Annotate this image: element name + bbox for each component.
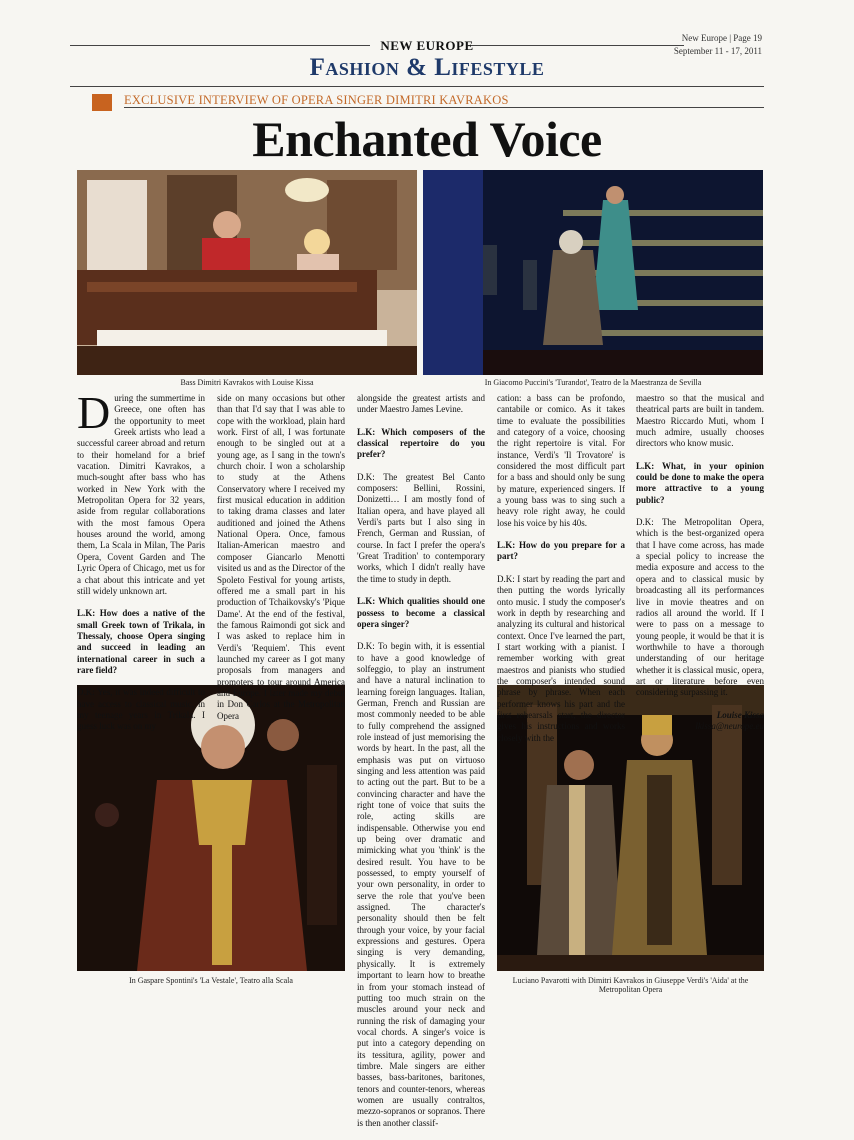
author-email[interactable]: lkissa@neurope.eu xyxy=(695,720,764,731)
answer-5: D.K: The Metropolitan Opera, which is the best-organized opera that I have come across, has made a special policy to increase the media exposure and access to the opera and to classical music by broadcasting all its performances live in movie theatres and on radios all around the world. If I were to pass on a message to young people, it would be that it is worthwhile to have a thorough understanding of our heritage whether it is classical music, opera, art or literature before even considering surpassing it. xyxy=(636,517,764,698)
article-column-2 xyxy=(217,393,345,733)
issue-date: September 11 - 17, 2011 xyxy=(673,46,762,56)
answer-3: D.K: To begin with, it is essential to have a good knowledge of solfeggio, to play an instrument and have a natural inclination to learning foreign languages. Italian, German, French and Russian are most commonly needed to be able to fully comprehend the assigned role instead of just memorising the words by heart. In the past, all the emphasis was put on virtuoso singing and less attention was paid to acting out the part. But to be a convincing character and have the right tone of voice that suits the role, acting skills are indispensable. Otherwise you end up being over dramatic and mimicking what you 'think' is the desired result. You have to be possessed, to empty yourself of your own personality, in order to serve the role that you've been assigned. The character's personality should then be felt through your voice, by your facial expressions and gestures. Opera singing is very demanding, physically. It is extremely important to learn how to breathe in from your stomach instead of putting too much strain on the muscles around your neck and running the risk of damaging your vocal chords. A singer's voice is put into a category depending on its tessitura, agility, power and timbre. Male singers are either basses, bass-baritones, baritones, tenors and counter-tenors, whereas women are usually contraltos, mezzo-sopranos or sopranos. There is then another classif- xyxy=(357,641,485,1128)
answer-3-cont: cation: a bass can be profondo, cantabile or comico. As it takes time to evaluate the possibilities and category of a voice, choosing the right repertoire is vital. For instance, Verdi's 'Il Trovatore' is considered the most difficult part for a bass and should only be sung by mature, experienced singers. If a young bass was to sing such a heavy role right away, he could lose his voice by his 40s. xyxy=(497,393,625,528)
section-rule xyxy=(70,86,764,87)
page-label: New Europe | Page 19 xyxy=(681,33,762,43)
article-column-1 xyxy=(77,387,205,744)
photo-turandot xyxy=(423,170,763,375)
question-3: L.K: Which qualities should one possess to become a classical opera singer? xyxy=(357,596,485,629)
article-column-3 xyxy=(357,393,485,1140)
caption-photo-piano: Bass Dimitri Kavrakos with Louise Kissa xyxy=(180,378,314,387)
question-1: L.K: How does a native of the small Greek town of Trikala, in Thessaly, choose Opera singing and succeed in leading an international career in such a rare field? xyxy=(77,608,205,675)
answer-2: D.K: The greatest Bel Canto composers: Bellini, Rossini, Donizetti… I am mostly fond of Italian opera, and have played all Verdi's parts but I also sing in French, German and Russian, of course. In fact I prefer the opera's 'Great Tradition' to contemporary works, which I didn't really have the time to study in depth. xyxy=(357,471,485,584)
answer-1-end: alongside the greatest artists and under Maestro James Levine. xyxy=(357,393,485,415)
headline: Enchanted Voice xyxy=(252,111,602,167)
caption-photo-la-vestale: In Gaspare Spontini's 'La Vestale', Teatro alla Scala xyxy=(129,976,293,985)
page-info xyxy=(674,32,762,58)
answer-4-end: maestro so that the musical and theatrical parts are built in tandem. Maestro Riccardo Muti, whom I much admire, usually chooses directors who know music. xyxy=(636,393,764,449)
tagline-marker xyxy=(92,94,112,111)
article-column-4 xyxy=(497,393,625,755)
answer-1-start: D.K: Yes, it was indeed difficult to have access to classical music, in my teenage years in Trikala. I guess luck was on my xyxy=(77,687,205,732)
caption-photo-turandot: In Giacomo Puccini's 'Turandot', Teatro de la Maestranza de Sevilla xyxy=(484,378,702,387)
article-column-5 xyxy=(636,393,764,732)
author-signature: Louise Kissa xyxy=(716,709,764,720)
tagline-rule xyxy=(124,107,764,108)
question-2: L.K: Which composers of the classical repertoire do you prefer? xyxy=(357,426,485,460)
question-4: L.K: How do you prepare for a part? xyxy=(497,540,625,562)
tagline: EXCLUSIVE INTERVIEW OF OPERA SINGER DIMITRI KAVRAKOS xyxy=(124,93,509,107)
answer-4: D.K: I start by reading the part and then putting the words lyrically onto music. I study the composer's work in depth by researching and analyzing its cultural and historical context. Once I've learned the part, I start working with a pianist. I remember working with great maestros and pianists who studied the composer's intended sound phrase by phrase. When each performer knows his part and the first rehearsals start, the director gives his instructions and works closely with the xyxy=(497,573,625,743)
question-5: L.K: What, in your opinion could be done to make the opera more attractive to a young public? xyxy=(636,460,764,505)
drop-cap: D xyxy=(77,387,111,438)
photo-piano xyxy=(77,170,417,375)
intro-paragraph: uring the summertime in Greece, one often has the opportunity to meet Greek artists who lead a successful career abroad and return to their homeland for a brief vacation. Dimitri Kavrakos, a much-sought after bass who has worked in New York with the Metropolitan Opera for 32 years, aside from regular collaborations with the most famous Opera houses around the world, among them, La Scala in Milan, The Paris Opera, Covent Garden and The Lyric Opera of Chicago, met us for a chat about this intricate and yet still widely unknown art. xyxy=(77,393,205,596)
answer-1-cont: side on many occasions but other than that I'd say that I was able to cope with the workload, plain hard work. First of all, I was fortunate enough to be singled out at a young age, as I sang in the town's church choir. I won a scholarship to study at the Athens Conservatory where I received my first musical education in addition to taking drama classes and later auditioned and joined the Athens National Opera. Once, famous Italian-American maestro and composer Giancarlo Menotti visited us and as the Director of the Spoleto Festival for young artists, offered me a small part in his production of Tchaikovsky's 'Pique Dame'. At the end of the festival, the famous Raimondi got sick and I was asked to replace him in Verdi's 'Requiem'. This event launched my career as I got many proposals from managers and promoters to tour around America and Europe. I later made my debut in Don Carlos at the Metropolitan Opera xyxy=(217,393,345,721)
caption-photo-aida: Luciano Pavarotti with Dimitri Kavrakos in Giuseppe Verdi's 'Aida' at the Metropolitan Opera xyxy=(512,976,749,994)
section-title: Fashion & Lifestyle xyxy=(309,54,545,81)
publication-name: NEW EUROPE xyxy=(380,38,474,53)
